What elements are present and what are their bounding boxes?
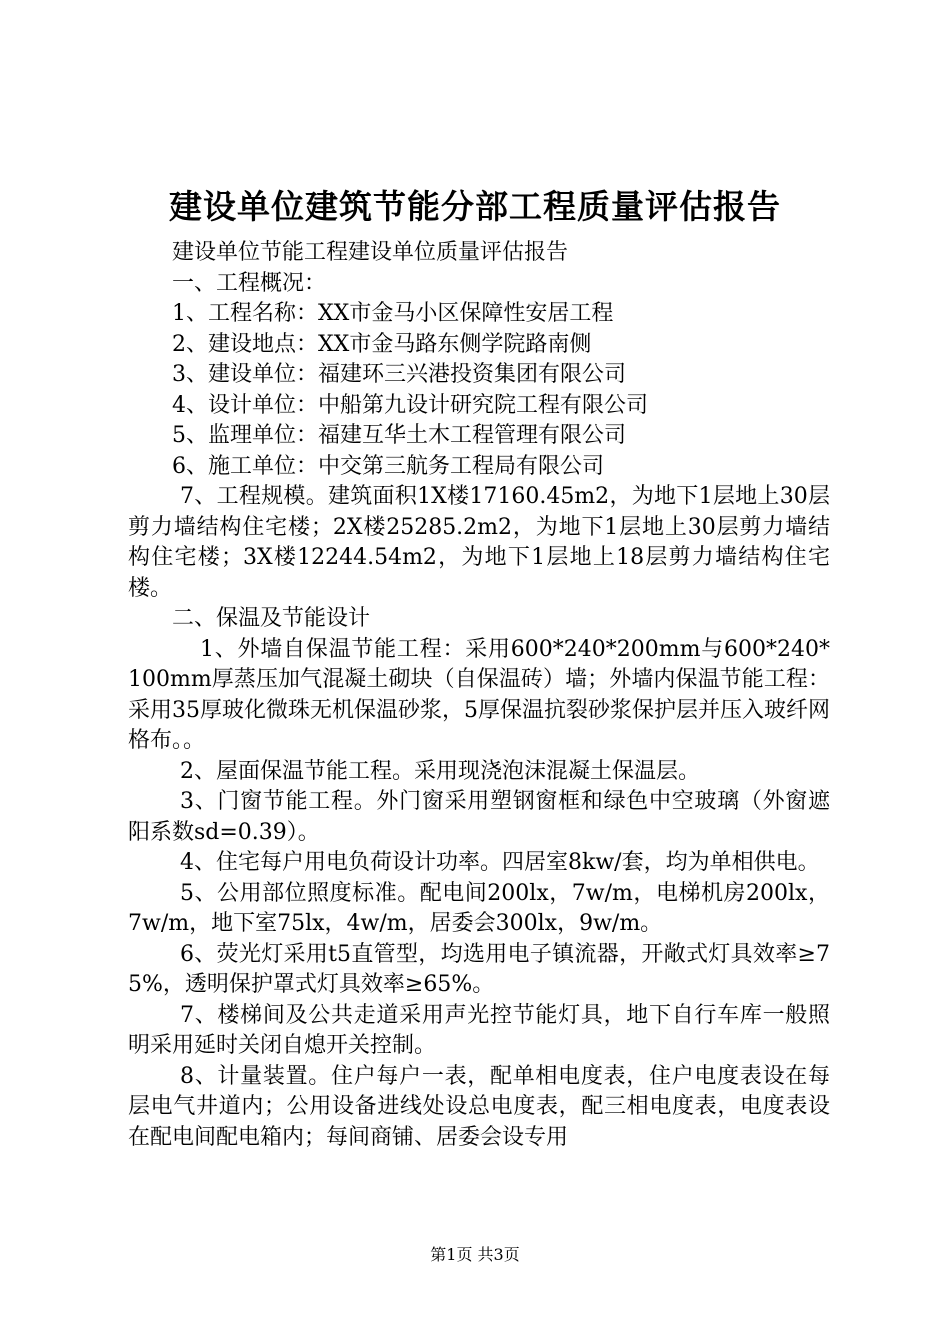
report-subtitle: 建设单位节能工程建设单位质量评估报告 [172, 240, 569, 265]
section-heading-insulation: 二、保温及节能设计 [172, 606, 371, 631]
supervision-unit: 5、监理单位：福建互华土木工程管理有限公司 [172, 423, 626, 448]
contractor-unit: 6、施工单位：中交第三航务工程局有限公司 [172, 453, 604, 479]
public-lighting-standard: 5、公用部位照度标准。配电间200lx，7w/m，电梯机房200lx，7w/m，地下室75lx，4w/m，居委会300lx，9w/m。 [128, 880, 830, 936]
household-power-load: 4、住宅每户用电负荷设计功率。四居室8kw/套，均为单相供电。 [180, 850, 820, 875]
metering-devices: 8、计量装置。住户每户一表，配单相电度表，住户电度表设在每层电气井道内；公用设备进线处设总电度表，配三相电度表，电度表设在配电间配电箱内；每间商铺、居委会设专用 [128, 1063, 830, 1150]
section-heading-overview: 一、工程概况： [172, 270, 327, 296]
page-footer: 第1页 共3页 [430, 1245, 520, 1264]
exterior-wall-insulation: 1、外墙自保温节能工程：采用600*240*200mm与600*240*100mm厚蒸压加气混凝土砌块（自保温砖）墙；外墙内保温节能工程：采用35厚玻化微珠无机保温砂浆，5厚保温抗裂砂浆保护层并压入玻纤网格布。。 [128, 636, 830, 753]
project-name: 1、工程名称：XX市金马小区保障性安居工程 [172, 301, 614, 326]
project-scale: 7、工程规模。建筑面积1X楼17160.45m2，为地下1层地上30层剪力墙结构住宅楼；2X楼25285.2m2，为地下1层地上30层剪力墙结构住宅楼；3X楼12244.54m2，为地下1层地上18层剪力墙结构住宅楼。 [128, 484, 830, 601]
roof-insulation: 2、屋面保温节能工程。采用现浇泡沫混凝土保温层。 [180, 758, 700, 784]
design-unit: 4、设计单位：中船第九设计研究院工程有限公司 [172, 392, 648, 418]
stairwell-lighting: 7、楼梯间及公共走道采用声光控节能灯具，地下自行车库一般照明采用延时关闭自熄开关控制。 [128, 1002, 830, 1058]
window-energy-saving: 3、门窗节能工程。外门窗采用塑钢窗框和绿色中空玻璃（外窗遮阳系数sd=0.39）。 [128, 789, 830, 845]
fluorescent-lamps: 6、荧光灯采用t5直管型，均选用电子镇流器，开敞式灯具效率≥75%，透明保护罩式灯具效率≥65%。 [128, 941, 830, 997]
document-title: 建设单位建筑节能分部工程质量评估报告 [169, 187, 781, 226]
document-body [128, 238, 830, 1153]
construction-owner: 3、建设单位：福建环三兴港投资集团有限公司 [172, 362, 626, 387]
project-location: 2、建设地点：XX市金马路东侧学院路南侧 [172, 331, 592, 357]
